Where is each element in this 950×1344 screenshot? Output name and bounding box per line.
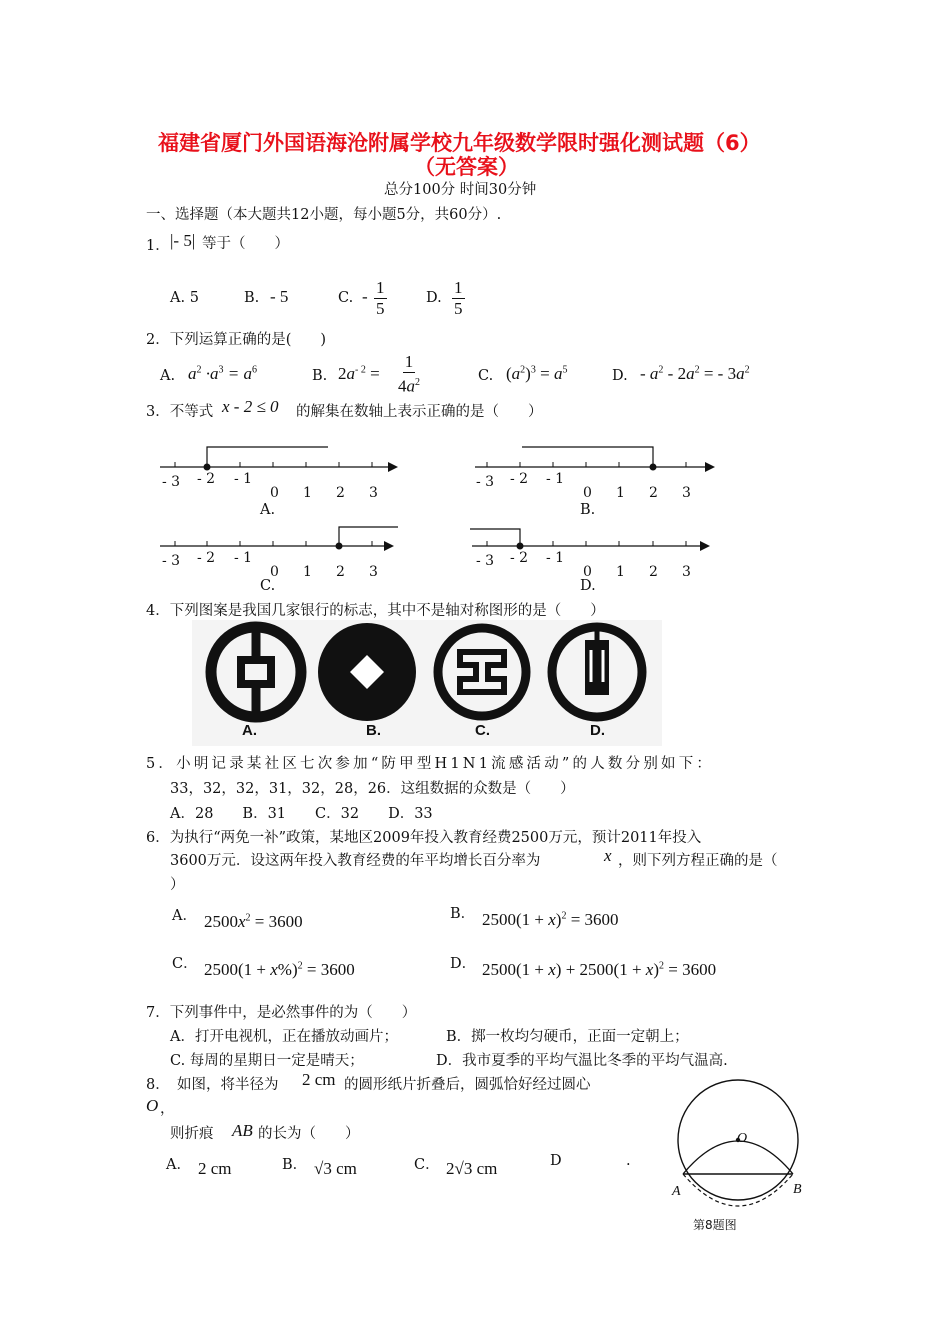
- q3-option-b-label: B.: [580, 502, 596, 518]
- q6-option-c-formula: $2500(1 + x\%)^2 = 3600$: [204, 960, 355, 979]
- q6-variable: x: [604, 846, 612, 865]
- logo-label-b: B.: [366, 722, 381, 739]
- q6-text-line2-pre: 3600万元．设这两年投入教育经费的年平均增长百分率为: [170, 853, 541, 869]
- q1-option-b-value: - 5: [270, 287, 289, 306]
- q7-option-c: C. 每周的星期日一定是晴天；: [170, 1053, 364, 1069]
- q3-text-post: 的解集在数轴上表示正确的是（ ）: [296, 404, 543, 420]
- q2-option-b-label: B.: [312, 368, 328, 384]
- q2-option-d-label: D.: [612, 368, 628, 384]
- q8-text-line1-post: 的圆形纸片折叠后，圆弧恰好经过圆心: [344, 1077, 591, 1093]
- tick-label: 2: [336, 485, 345, 501]
- q8-radius: 2 cm: [302, 1070, 336, 1089]
- q1-number: 1．: [146, 238, 170, 254]
- q6-option-b-formula: $2500(1 + x)^2 = 3600$: [482, 910, 619, 929]
- number-line-d: [470, 529, 710, 551]
- q2-option-a-label: A.: [160, 368, 176, 384]
- q1-option-c-sign: -: [362, 287, 368, 306]
- tick-label: 1: [303, 485, 312, 501]
- bank-logo-b-icon: [318, 623, 416, 721]
- number-line-b: [475, 447, 715, 472]
- q2-option-b-fraction: $\frac{1}{4a^2}$: [398, 352, 420, 396]
- q8-option-a-value: 2 cm: [198, 1159, 232, 1178]
- q7-option-d: D．我市夏季的平均气温比冬季的平均气温高.: [436, 1053, 728, 1069]
- fraction-numerator: 1: [454, 278, 463, 297]
- q5-text-line1: 5．小明记录某社区七次参加“防甲型H1N1流感活动”的人数分别如下：: [146, 756, 715, 772]
- q8-text-line3-post: 的长为（ ）: [258, 1126, 360, 1142]
- q7-option-b: B．掷一枚均匀硬币，正面一定朝上；: [446, 1029, 689, 1045]
- q6-option-d-label: D．: [450, 956, 477, 972]
- q7-text: 7．下列事件中，是必然事件的为（ ）: [146, 1005, 417, 1021]
- tick-label: 1: [303, 564, 312, 580]
- q2-option-a-formula: $a^2 \cdot a^3 = a^6$: [188, 364, 257, 383]
- tick-label: - 3: [162, 474, 181, 490]
- q1-text: 等于（ ）: [202, 236, 289, 252]
- q6-option-a-formula: $2500x^2 = 3600$: [204, 912, 303, 931]
- logo-label-d: D.: [590, 722, 605, 739]
- logo-label-c: C.: [475, 722, 490, 739]
- q2-option-d-formula: - $a^2 - 2a^2$ = - $3a^2$: [640, 364, 750, 383]
- q6-option-a-label: A．: [172, 908, 197, 924]
- q2-option-b-formula: $2a^{- 2}$ =: [338, 364, 380, 383]
- q6-option-c-label: C．: [172, 956, 198, 972]
- q2-option-c-formula: $(a^2)^3 = a^5$: [506, 364, 568, 383]
- tick-label: - 1: [234, 471, 253, 487]
- tick-label: 0: [270, 564, 279, 580]
- tick-label: - 2: [510, 550, 529, 566]
- page-subtitle: 总分100分 时间30分钟: [384, 182, 537, 198]
- tick-label: 3: [682, 564, 691, 580]
- tick-label: 0: [270, 485, 279, 501]
- q1-option-d-fraction: [452, 278, 465, 319]
- q1-option-c-label: C.: [338, 290, 354, 306]
- tick-label: - 2: [510, 471, 529, 487]
- q5-options: A．28 B．31 C．32 D．33: [170, 806, 433, 822]
- page-title-suffix: （无答案）: [414, 155, 519, 179]
- fraction-denominator: 5: [376, 299, 385, 318]
- tick-label: - 3: [162, 553, 181, 569]
- q7-option-a: A．打开电视机，正在播放动画片；: [170, 1029, 398, 1045]
- tick-label: - 2: [197, 471, 216, 487]
- q8-option-c-value: 2√3 cm: [446, 1159, 498, 1178]
- q6-text-line2-post: ，则下列方程正确的是（: [618, 853, 778, 869]
- tick-label: 2: [336, 564, 345, 580]
- q1-expression: |- 5|: [170, 231, 196, 250]
- q3-option-c-label: C.: [260, 578, 276, 594]
- tick-label: - 3: [476, 553, 495, 569]
- q8-point-o: O: [737, 1131, 748, 1146]
- number-line-c: [160, 527, 398, 551]
- q3-text-pre: 3．不等式: [146, 404, 214, 420]
- q8-option-c-label: C．: [414, 1157, 440, 1173]
- q8-figure-caption: 第8题图: [693, 1218, 737, 1232]
- q8-point-b: B: [793, 1182, 802, 1197]
- tick-label: 3: [682, 485, 691, 501]
- q3-option-d-label: D.: [580, 578, 596, 594]
- q6-text-line1: 6．为执行“两免一补”政策，某地区2009年投入教育经费2500万元，预计2011年投入: [146, 830, 702, 846]
- q8-chord-var: AB: [232, 1121, 253, 1140]
- fraction-denominator: 5: [454, 299, 463, 318]
- tick-label: - 1: [546, 471, 565, 487]
- section-heading: 一、选择题（本大题共12小题，每小题5分，共60分）.: [146, 207, 502, 223]
- q2-option-c-label: C.: [478, 368, 494, 384]
- tick-label: 1: [616, 485, 625, 501]
- q4-text: 4．下列图案是我国几家银行的标志，其中不是轴对称图形的是（ ）: [146, 603, 605, 619]
- q1-option-b-label: B.: [244, 290, 260, 306]
- logo-label-a: A.: [242, 722, 257, 739]
- q8-option-d-label: D: [550, 1153, 562, 1169]
- q8-text-line3-pre: 则折痕: [170, 1126, 214, 1142]
- q8-center-var: O: [146, 1096, 159, 1115]
- tick-label: - 1: [546, 550, 565, 566]
- q1-option-c-fraction: [374, 278, 387, 319]
- tick-label: 1: [616, 564, 625, 580]
- q5-text-line2: 33，32，32，31，32，28，26．这组数据的众数是（ ）: [170, 781, 575, 797]
- tick-label: - 1: [234, 550, 253, 566]
- tick-label: - 2: [197, 550, 216, 566]
- page-title: 福建省厦门外国语海沧附属学校九年级数学限时强化测试题（6）: [158, 131, 761, 155]
- tick-label: 0: [583, 485, 592, 501]
- q6-text-line3: ）: [170, 877, 185, 893]
- tick-label: 3: [369, 485, 378, 501]
- q3-option-a-label: A.: [260, 502, 276, 518]
- q8-option-b-value: √3 cm: [314, 1159, 357, 1178]
- tick-label: 0: [583, 564, 592, 580]
- tick-label: - 3: [476, 474, 495, 490]
- tick-label: 2: [649, 485, 658, 501]
- q2-text: 2．下列运算正确的是( ): [146, 332, 327, 348]
- q1-option-a: A. 5: [170, 290, 199, 306]
- q8-option-b-label: B．: [282, 1157, 308, 1173]
- q3-number-lines: [150, 440, 750, 600]
- q8-comma: ，: [160, 1101, 175, 1117]
- tick-label: 3: [369, 564, 378, 580]
- tick-label: 2: [649, 564, 658, 580]
- q6-option-b-label: B．: [450, 906, 476, 922]
- q1-option-d-label: D.: [426, 290, 442, 306]
- q8-point-a: A: [672, 1184, 681, 1199]
- q8-text-line1-pre: 8． 如图，将半径为: [146, 1077, 279, 1093]
- q3-inequality: x - 2 ≤ 0: [222, 397, 279, 416]
- number-line-a: [160, 447, 398, 472]
- q6-option-d-formula: $2500(1 + x) + 2500(1 + x)^2 = 3600$: [482, 960, 717, 979]
- q8-option-a-label: A．: [166, 1157, 191, 1173]
- q8-option-d-dot: .: [626, 1153, 631, 1169]
- fraction-numerator: 1: [376, 278, 385, 297]
